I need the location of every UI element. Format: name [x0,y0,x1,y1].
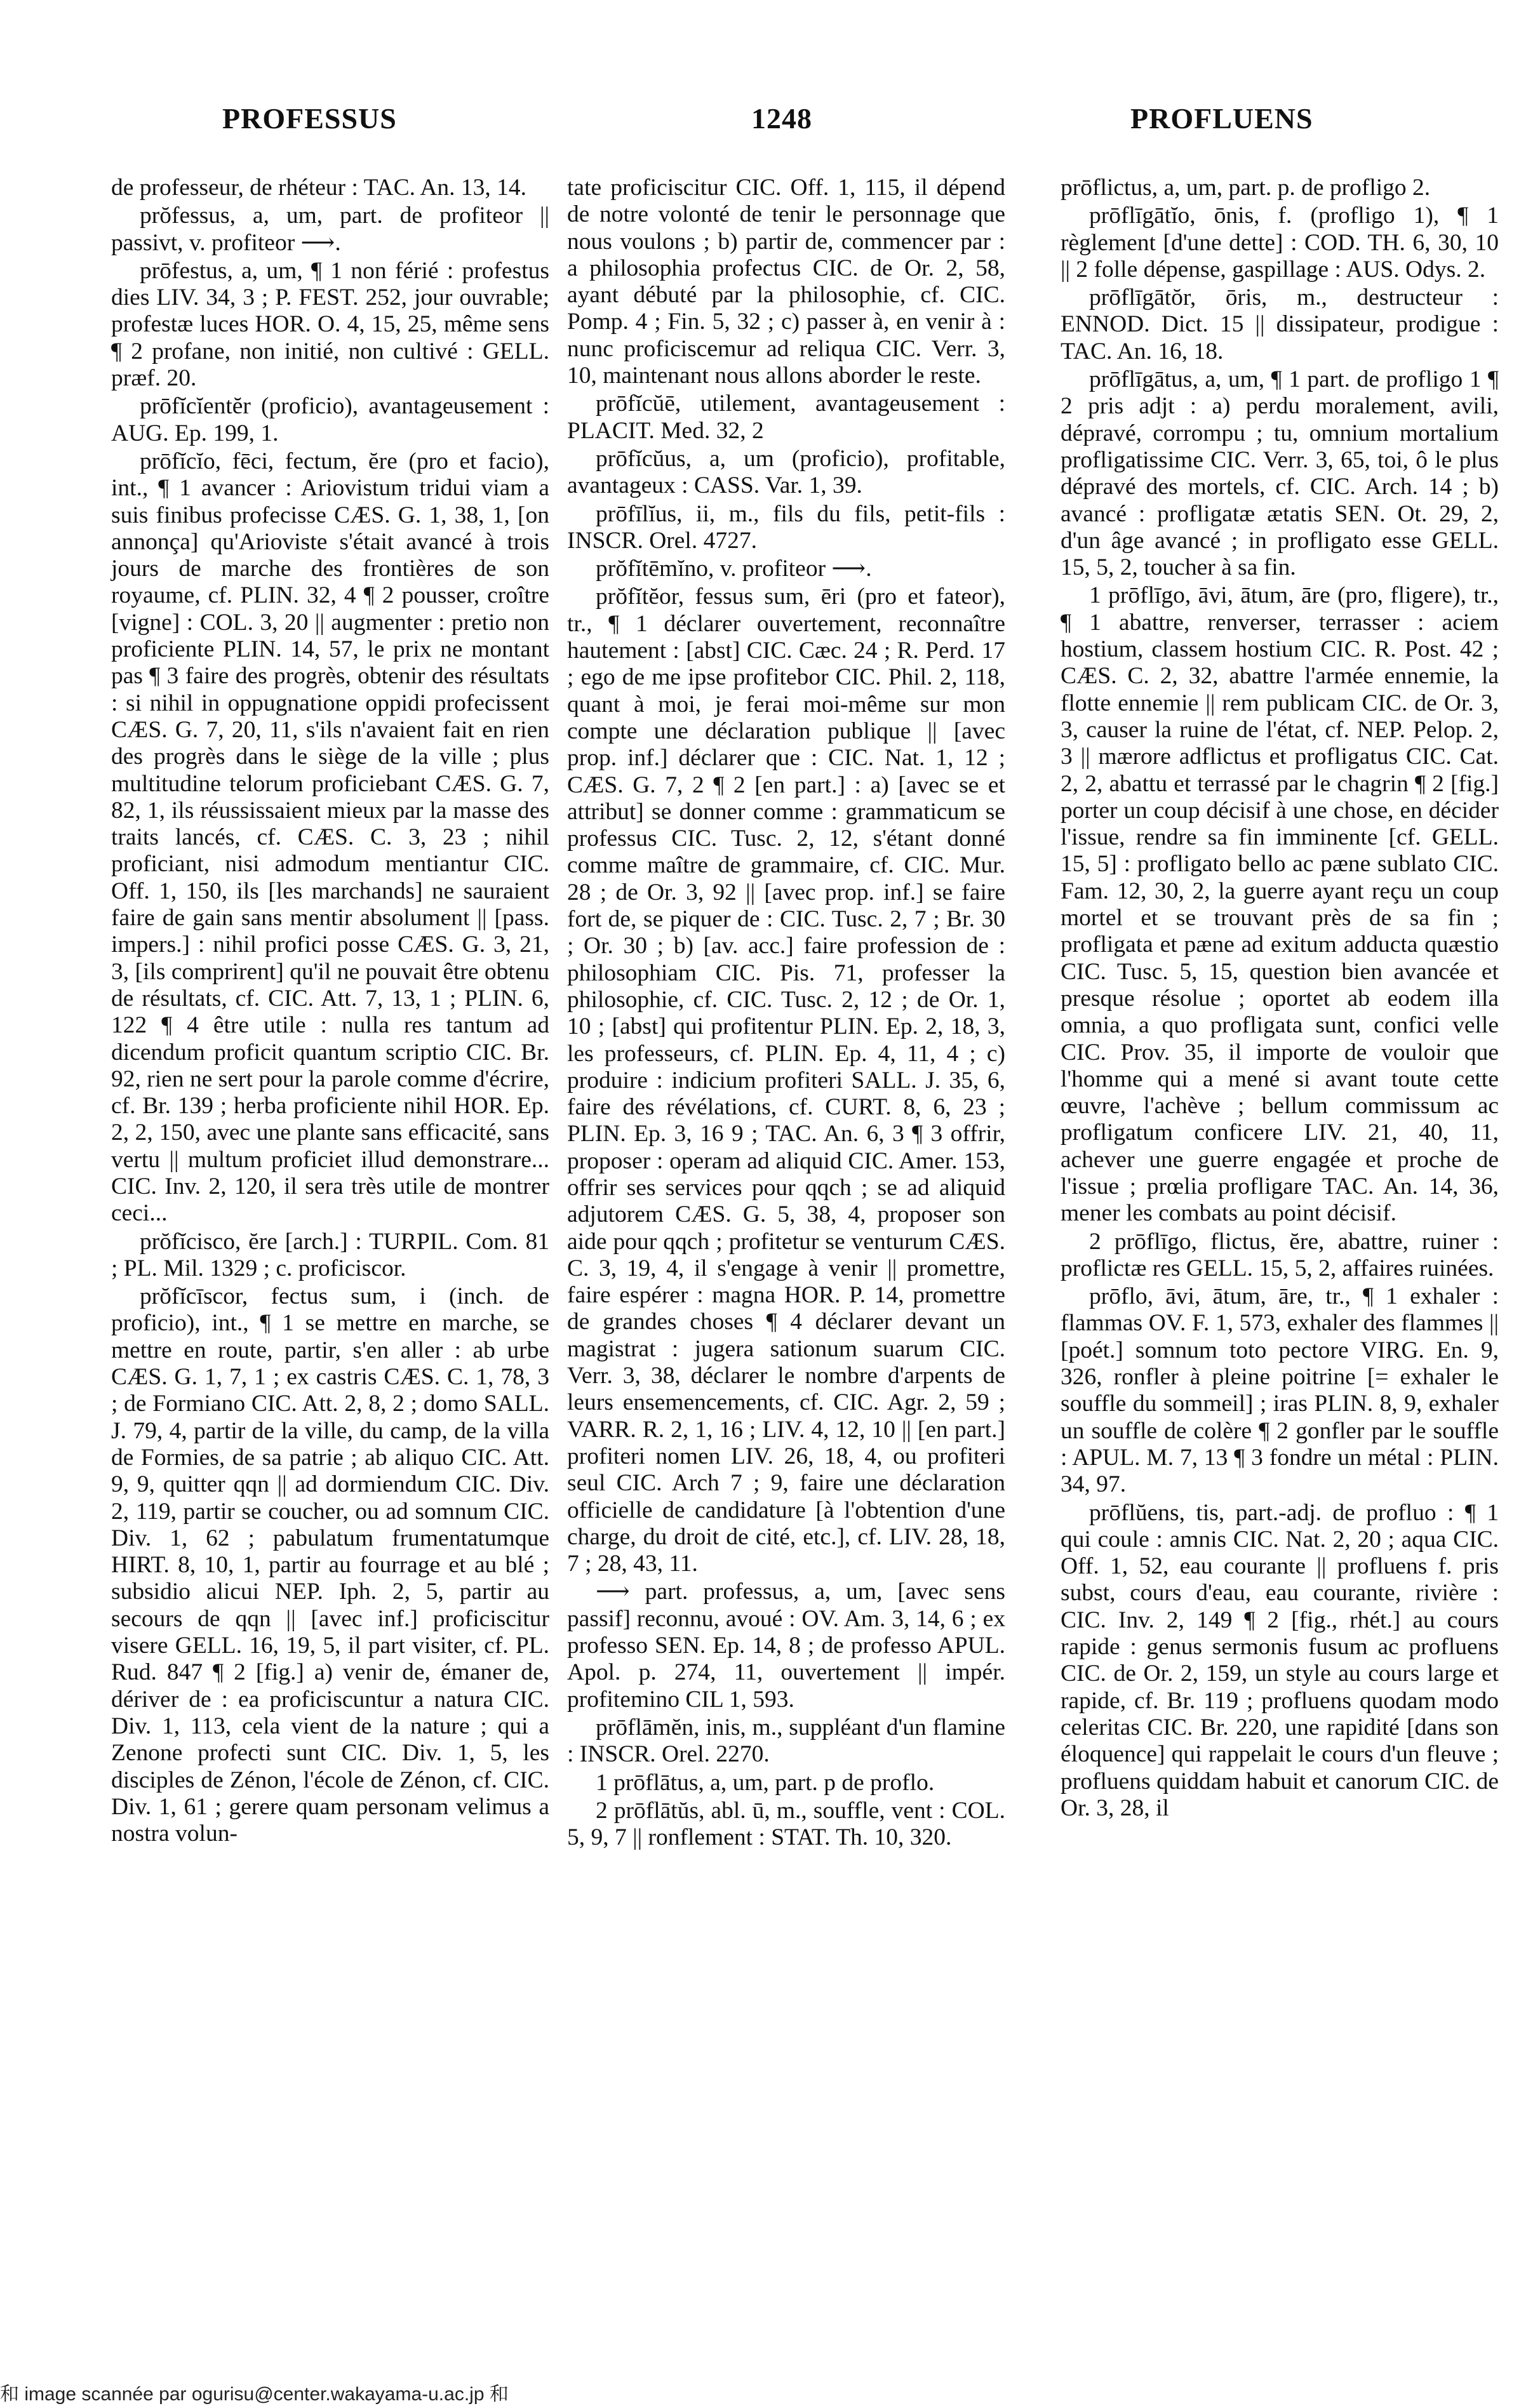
dictionary-entry: prōflŭens, tis, part.-adj. de profluo : ¶ 1 qui coule : amnis CIC. Nat. 2, 20 ; aqua CIC. Off. 1, 52, eau courante || profluens f. pris subst, cours d'eau, eau courante, rivière : CIC. Inv. 2, 149 ¶ 2 [fig., rhét.] au cours rapide : genus sermonis fusum ac profluens CIC. de Or. 2, 159, un style au cours large et rapide, cf. Br. 119 ; profluens quodam modo celeritas CIC. Br. 220, une rapidité [dans son éloquence] qui rappelait le cours d'un fleuve ; profluens quiddam habuit et canorum CIC. de Or. 3, 28, il [1061,1499,1499,1821]
page-header [0,102,1540,146]
scan-credit: 和 image scannée par ogurisu@center.wakayama-u.ac.jp 和 [0,2384,509,2405]
dictionary-entry: prōfĭcŭus, a, um (proficio), profitable, avantageux : CASS. Var. 1, 39. [567,445,1005,499]
dictionary-entry: prōflīgātŏr, ōris, m., destructeur : ENNOD. Dict. 15 || dissipateur, prodigue : TAC. An. 16, 18. [1061,284,1499,364]
dictionary-entry: tate proficiscitur CIC. Off. 1, 115, il dépend de notre volonté de tenir le personnage que nous voulons ; b) partir de, commencer par : a philosophia profectus CIC. de Or. 2, 58, ayant débuté par la philosophie, cf. CIC. Pomp. 4 ; Fin. 5, 32 ; c) passer à, en venir à : nunc proficiscemur ad reliqua CIC. Verr. 3, 10, maintenant nous allons aborder le reste. [567,175,1005,389]
dictionary-entry: 2 prōflātŭs, abl. ū, m., souffle, vent : COL. 5, 9, 7 || ronflement : STAT. Th. 10, 320. [567,1797,1005,1851]
dictionary-entry: ⟶ part. professus, a, um, [avec sens passif] reconnu, avoué : OV. Am. 3, 14, 6 ; ex professo SEN. Ep. 14, 8 ; de professo APUL. Apol. p. 274, 11, ouvertement || impér. profitemino CIL 1, 593. [567,1579,1005,1713]
dictionary-entry: prōflīgātĭo, ōnis, f. (profligo 1), ¶ 1 règlement [d'une dette] : COD. TH. 6, 30, 10 || 2 folle dépense, gaspillage : AUS. Odys. 2. [1061,203,1499,283]
dictionary-entry: prŏfessus, a, um, part. de profiteor || passivt, v. profiteor ⟶. [111,203,549,256]
dictionary-entry: de professeur, de rhéteur : TAC. An. 13, 14. [111,175,527,201]
dictionary-entry: prōfĭcĭentĕr (proficio), avantageusement : AUG. Ep. 199, 1. [111,393,549,446]
dictionary-entry: prōflāmĕn, inis, m., suppléant d'un flamine : INSCR. Orel. 2270. [567,1714,1005,1768]
dictionary-entry: prŏfĭtēmĭno, v. profiteor ⟶. [596,556,872,582]
header-left-guideword: PROFESSUS [222,102,397,135]
page-number: 1248 [751,102,812,135]
dictionary-entry: prōfestus, a, um, ¶ 1 non férié : profestus dies LIV. 34, 3 ; P. FEST. 252, jour ouvrable; profestæ luces HOR. O. 4, 15, 25, même sens ¶ 2 profane, non initié, non cultivé : GELL. præf. 20. [111,257,549,392]
dictionary-entry: 2 prōflīgo, flictus, ĕre, abattre, ruiner : proflictæ res GELL. 15, 5, 2, affaires ruinées. [1061,1228,1499,1281]
dictionary-entry: prōflīgātus, a, um, ¶ 1 part. de profligo 1 ¶ 2 pris adjt : a) perdu moralement, avili, dépravé, corrompu ; tu, omnium mortalium profligatissime CIC. Verr. 3, 65, toi, ô le plus dépravé des mortels, cf. CIC. Arch. 14 ; b) avancé : profligatæ ætatis SEN. Ot. 29, 2, d'un âge avancé ; in profligato esse GELL. 15, 5, 2, toucher à sa fin. [1061,366,1499,581]
header-right-guideword: PROFLUENS [1130,102,1313,135]
dictionary-entry: 1 prōflātus, a, um, part. p de proflo. [596,1769,935,1796]
column-2 [567,175,1005,1852]
dictionary-entry: 1 prōflīgo, āvi, ātum, āre (pro, fligere), tr., ¶ 1 abattre, renverser, terrasser : aciem hostium, classem hostium CIC. R. Post. 42 ; CÆS. C. 2, 32, abattre l'armée ennemie, la flotte ennemie || rem publicam CIC. de Or. 3, 3, causer la ruine de l'état, cf. NEP. Pelop. 2, 3 || mærore adflictus et profligatus CIC. Cat. 2, 2, abattu et terrassé par le chagrin ¶ 2 [fig.] porter un coup décisif à une chose, en décider l'issue, rendre sa fin imminente [cf. GELL. 15, 5] : profligato bello ac pæne sublato CIC. Fam. 12, 30, 2, la guerre ayant reçu un coup mortel et se trouvant près de sa fin ; profligata et pæne ad exitum adducta quæstio CIC. Tusc. 5, 15, question bien avancée et presque résolue ; oportet ab eodem illa omnia, a quo profligata sunt, confici velle CIC. Prov. 35, il importe de vouloir que l'homme qui a mené si avant toute cette œuvre, l'achève ; bellum commissum ac profligatum conficere LIV. 21, 40, 11, achever une guerre engagée et proche de l'issue ; prœlia profligare TAC. An. 14, 36, mener les combats au point décisif. [1061,582,1499,1227]
dictionary-entry: prōfĭcŭē, utilement, avantageusement : PLACIT. Med. 32, 2 [567,391,1005,444]
dictionary-entry: prŏfĭcīscor, fectus sum, i (inch. de proficio), int., ¶ 1 se mettre en marche, se mettre en route, partir, s'en aller : ab urbe CÆS. G. 1, 7, 1 ; ex castris CÆS. C. 1, 78, 3 ; de Formiano CIC. Att. 2, 8, 2 ; domo SALL. J. 79, 4, partir de la ville, du camp, de la villa de Formies, de sa patrie ; ab aliquo CIC. Att. 9, 9, quitter qqn || ad dormiendum CIC. Div. 2, 119, partir se coucher, ou ad somnum CIC. Div. 1, 62 ; pabulatum frumentatumque HIRT. 8, 10, 1, partir au fourrage et au blé ; subsidio alicui NEP. Iph. 2, 5, partir au secours de qqn || [avec inf.] proficiscitur visere GELL. 16, 19, 5, il part visiter, cf. PL. Rud. 847 ¶ 2 [fig.] a) venir de, émaner de, dériver de : ea proficiscuntur a natura CIC. Div. 1, 113, cela vient de la nature ; qui a Zenone profecti sunt CIC. Div. 1, 5, les disciples de Zénon, l'école de Zénon, cf. CIC. Div. 1, 61 ; gerere quam personam velimus a nostra volun- [111,1283,549,1847]
dictionary-entry: prōfīlĭus, ii, m., fils du fils, petit-fils : INSCR. Orel. 4727. [567,500,1005,554]
dictionary-entry: prŏfĭcisco, ĕre [arch.] : TURPIL. Com. 81 ; PL. Mil. 1329 ; c. proficiscor. [111,1228,549,1281]
column-1 [111,175,549,1848]
dictionary-entry: prōfĭcĭo, fēci, fectum, ĕre (pro et facio), int., ¶ 1 avancer : Ariovistum tridui viam a suis finibus profecisse CÆS. G. 1, 38, 1, [on annonça] qu'Arioviste s'était avancé à trois jours de marche des frontières de son royaume, cf. PLIN. 32, 4 ¶ 2 pousser, croître [vigne] : COL. 3, 20 || augmenter : pretio non proficiente PLIN. 14, 57, le prix ne montant pas ¶ 3 faire des progrès, obtenir des résultats : si nihil in oppugnatione oppidi profecissent CÆS. G. 7, 20, 11, s'ils n'avaient fait en rien des progrès dans le siège de la ville ; plus multitudine telorum proficiebant CÆS. G. 7, 82, 1, ils réussissaient mieux par la masse des traits lancés, cf. CÆS. C. 3, 23 ; nihil proficiant, nisi admodum mentiantur CIC. Off. 1, 150, ils [les marchands] ne sauraient faire de gain sans mentir absolument || [pass. impers.] : nihil profici posse CÆS. G. 3, 21, 3, [ils comprirent] qu'il ne pouvait être obtenu de résultats, cf. CIC. Att. 7, 13, 1 ; PLIN. 6, 122 ¶ 4 être utile : nulla res tantum ad dicendum proficit quantum scriptio CIC. Br. 92, rien ne sert pour la parole comme d'écrire, cf. Br. 139 ; herba proficiente nihil HOR. Ep. 2, 2, 150, avec une plante sans efficacité, sans vertu || multum proficiet illud demonstrare... CIC. Inv. 2, 120, il sera très utile de montrer ceci... [111,448,549,1227]
column-3 [1061,175,1499,1823]
dictionary-entry: prŏfĭtĕor, fessus sum, ēri (pro et fateor), tr., ¶ 1 déclarer ouvertement, reconnaître hautement : [abst] CIC. Cæc. 24 ; R. Perd. 17 ; ego de me ipse profitebor CIC. Phil. 2, 118, quant à moi, je ferai moi-même sur mon compte une déclaration publique || [avec prop. inf.] déclarer que : CIC. Nat. 1, 12 ; CÆS. G. 7, 2 ¶ 2 [en part.] : a) [avec se et attribut] se donner comme : grammaticum se professus CIC. Tusc. 2, 12, s'étant donné comme maître de grammaire, cf. CIC. Mur. 28 ; de Or. 3, 92 || [avec prop. inf.] se faire fort de, se piquer de : CIC. Tusc. 2, 7 ; Br. 30 ; Or. 30 ; b) [av. acc.] faire profession de : philosophiam CIC. Pis. 71, professer la philosophie, cf. CIC. Tusc. 2, 12 ; de Or. 1, 10 ; [abst] qui profitentur PLIN. Ep. 2, 18, 3, les professeurs, cf. PLIN. Ep. 4, 11, 4 ; c) produire : indicium profiteri SALL. J. 35, 6, faire des révélations, cf. CURT. 8, 6, 23 ; PLIN. Ep. 3, 16 9 ; TAC. An. 6, 3 ¶ 3 offrir, proposer : operam ad aliquid CIC. Amer. 153, offrir ses services pour qqch ; se ad aliquid adjutorem CÆS. G. 5, 38, 4, proposer son aide pour qqch ; profitetur se venturum CÆS. C. 3, 19, 4, il s'engage à venir || promettre, faire espérer : magna HOR. P. 14, promettre de grandes choses ¶ 4 déclarer devant un magistrat : jugera sationum suarum CIC. Verr. 3, 38, déclarer le nombre d'arpents de leurs ensemencements, cf. CIC. Agr. 2, 59 ; VARR. R. 2, 1, 16 ; LIV. 4, 12, 10 || [en part.] profiteri nomen LIV. 26, 18, 4, ou profiteri seul CIC. Arch 7 ; 9, faire une déclaration officielle de candidature [à l'obtention d'une charge, du droit de cité, etc.], cf. LIV. 28, 18, 7 ; 28, 43, 11. [567,584,1005,1577]
dictionary-entry: prōflo, āvi, ātum, āre, tr., ¶ 1 exhaler : flammas OV. F. 1, 573, exhaler des flammes || [poét.] somnum toto pectore VIRG. En. 9, 326, ronfler à pleine poitrine [= exhaler le souffle du sommeil] ; iras PLIN. 8, 9, exhaler un souffle de colère ¶ 2 gonfler par le souffle : APUL. M. 7, 13 ¶ 3 fondre un métal : PLIN. 34, 97. [1061,1283,1499,1498]
dictionary-entry: prōflictus, a, um, part. p. de profligo 2. [1061,175,1431,201]
